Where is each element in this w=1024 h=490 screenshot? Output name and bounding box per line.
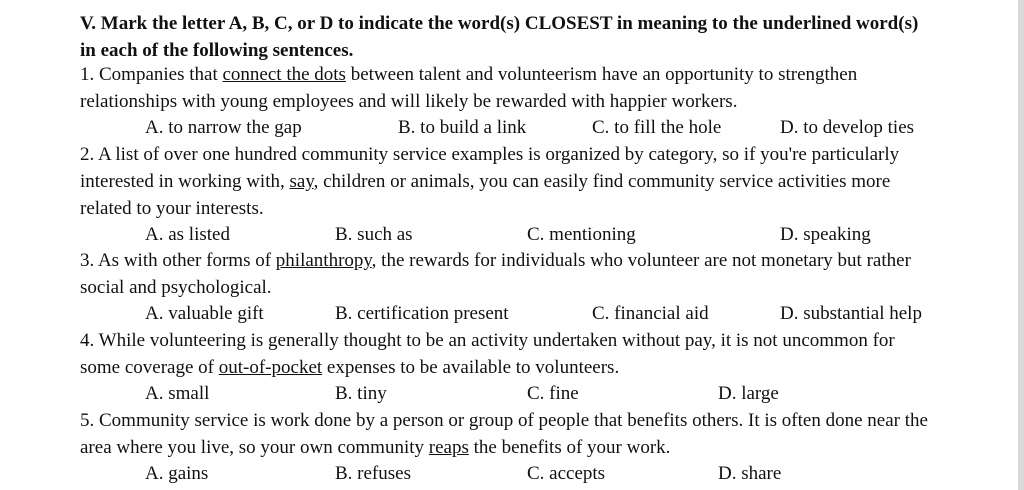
question-text: interested in working with, [80, 171, 290, 192]
question-text: 3. As with other forms of [80, 250, 276, 271]
question-2-line-1 [80, 142, 899, 168]
heading-line-1: V. Mark the letter A, B, C, or D to indicate the word(s) CLOSEST in meaning to the underlined word(s) [80, 13, 919, 34]
underlined-phrase: philanthropy [275, 250, 372, 271]
question-text: the benefits of your work. [468, 437, 671, 458]
question-1-option-c: C. to fill the hole [592, 117, 722, 138]
question-text: related to your interests. [80, 198, 264, 219]
question-5-option-d: D. share [718, 463, 782, 484]
question-2-option-d: D. speaking [780, 224, 871, 245]
section-heading [80, 10, 1010, 64]
underlined-phrase: connect the dots [222, 64, 346, 85]
question-2-option-b: B. such as [335, 224, 413, 245]
question-2-line-3 [80, 196, 264, 222]
question-text: 1. Companies that [80, 64, 223, 85]
question-text: 4. While volunteering is generally thought to be an activity undertaken without pay, it is not uncommon for [80, 330, 895, 351]
question-text: between talent and volunteerism have an opportunity to strengthen [345, 64, 858, 85]
question-text: social and psychological. [80, 277, 272, 298]
question-3-option-d: D. substantial help [780, 303, 922, 324]
question-4-line-1 [80, 328, 895, 354]
question-text: 2. A list of over one hundred community service examples is organized by category, so if you're particularly [80, 144, 900, 165]
question-1-line-2 [80, 89, 737, 115]
underlined-phrase: say [289, 171, 314, 192]
question-text: relationships with young employees and will likely be rewarded with happier workers. [80, 91, 738, 112]
question-5-line-1 [80, 408, 928, 434]
question-3-option-a: A. valuable gift [145, 303, 264, 324]
question-2-option-c: C. mentioning [527, 224, 636, 245]
question-4-option-c: C. fine [527, 383, 579, 404]
question-3-line-1 [80, 248, 911, 274]
question-text: area where you live, so your own community [80, 437, 429, 458]
heading-line-2: in each of the following sentences. [80, 40, 354, 61]
question-4-line-2 [80, 355, 619, 381]
underlined-phrase: out-of-pocket [218, 357, 323, 378]
question-text: , the rewards for individuals who volunteer are not monetary but rather [371, 250, 911, 271]
question-4-option-b: B. tiny [335, 383, 387, 404]
question-5-option-b: B. refuses [335, 463, 411, 484]
question-1-option-d: D. to develop ties [780, 117, 915, 138]
question-5-line-2 [80, 435, 670, 461]
question-4-option-a: A. small [145, 383, 210, 404]
question-1-option-b: B. to build a link [398, 117, 527, 138]
question-3-option-b: B. certification present [335, 303, 509, 324]
question-4-option-d: D. large [718, 383, 779, 404]
underlined-phrase: reaps [428, 437, 469, 458]
question-3-option-c: C. financial aid [592, 303, 709, 324]
question-text: expenses to be available to volunteers. [322, 357, 620, 378]
question-2-option-a: A. as listed [145, 224, 230, 245]
question-1-option-a: A. to narrow the gap [145, 117, 302, 138]
question-text: 5. Community service is work done by a person or group of people that benefits others. It is often done near the [80, 410, 928, 431]
question-2-line-2 [80, 169, 890, 195]
question-3-line-2 [80, 275, 272, 301]
question-text: , children or animals, you can easily find community service activities more [313, 171, 891, 192]
question-text: some coverage of [80, 357, 219, 378]
question-5-option-c: C. accepts [527, 463, 606, 484]
page-right-border [1018, 0, 1024, 490]
question-5-option-a: A. gains [145, 463, 209, 484]
question-1-line-1 [80, 62, 857, 88]
